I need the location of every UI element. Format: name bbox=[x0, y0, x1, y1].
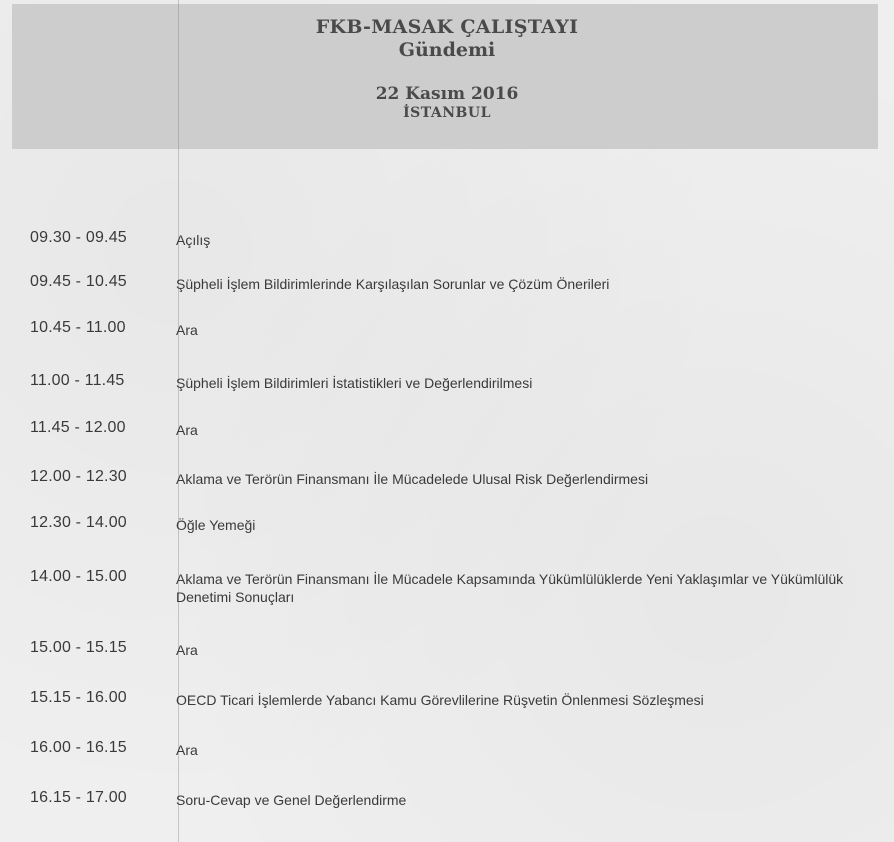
agenda-time: 16.00 - 16.15 bbox=[30, 739, 127, 756]
event-date: 22 Kasım 2016 bbox=[375, 84, 519, 104]
agenda-topic: Soru-Cevap ve Genel Değerlendirme bbox=[176, 792, 407, 808]
agenda-topic: Şüpheli İşlem Bildirimleri İstatistikleri ve Değerlendirilmesi bbox=[176, 375, 533, 391]
agenda-topic: Şüpheli İşlem Bildirimlerinde Karşılaşılan Sorunlar ve Çözüm Önerileri bbox=[176, 276, 610, 292]
agenda-topic: Öğle Yemeği bbox=[176, 517, 256, 533]
document-subtitle: Gündemi bbox=[398, 39, 496, 61]
agenda-topic: Ara bbox=[176, 742, 198, 758]
document-title: FKB-MASAK ÇALIŞTAYI bbox=[315, 16, 579, 38]
agenda-time: 15.15 - 16.00 bbox=[30, 689, 127, 706]
agenda-time: 10.45 - 11.00 bbox=[30, 319, 126, 336]
agenda-topic: OECD Ticari İşlemlerde Yabancı Kamu Görevlilerine Rüşvetin Önlenmesi Sözleşmesi bbox=[176, 692, 704, 708]
agenda-time: 12.30 - 14.00 bbox=[30, 514, 127, 531]
agenda-time: 12.00 - 12.30 bbox=[30, 468, 127, 485]
agenda-topic: Ara bbox=[176, 422, 198, 438]
agenda-time: 15.00 - 15.15 bbox=[30, 639, 127, 656]
agenda-time: 14.00 - 15.00 bbox=[30, 568, 127, 585]
agenda-topic: Aklama ve Terörün Finansmanı İle Mücadelede Ulusal Risk Değerlendirmesi bbox=[176, 471, 649, 487]
agenda-time: 16.15 - 17.00 bbox=[30, 789, 127, 806]
agenda-time: 09.45 - 10.45 bbox=[30, 273, 127, 290]
event-city: İSTANBUL bbox=[403, 105, 491, 121]
agenda-topic: Ara bbox=[176, 642, 198, 658]
agenda-time: 11.00 - 11.45 bbox=[30, 372, 125, 389]
agenda-topic: Açılış bbox=[176, 232, 211, 248]
agenda-time: 09.30 - 09.45 bbox=[30, 229, 127, 246]
agenda-time: 11.45 - 12.00 bbox=[30, 419, 126, 436]
agenda-topic: Ara bbox=[176, 322, 198, 338]
agenda-topic: Aklama ve Terörün Finansmanı İle Mücadele Kapsamında Yükümlülüklerde Yeni Yaklaşımlar ve Yükümlülük Denetimi Sonuçları bbox=[176, 571, 844, 605]
